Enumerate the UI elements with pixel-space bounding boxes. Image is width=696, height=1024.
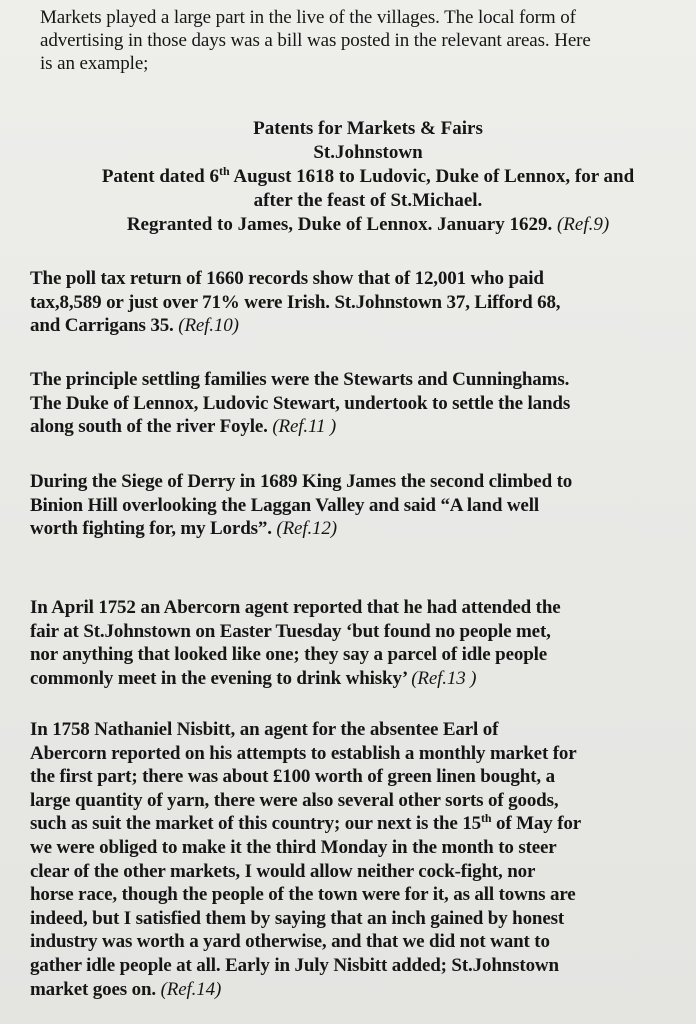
paragraph-line-text: market goes on.: [30, 978, 161, 1000]
reference-citation: (Ref.10): [178, 315, 239, 336]
paragraph-line-text: commonly meet in the evening to drink whisky’: [30, 667, 412, 689]
paragraph-line-text: such as suit the market of this country; our next is the 15: [30, 813, 482, 835]
ordinal-suffix: th: [218, 164, 230, 178]
paragraph-line: clear of the other markets, I would allow neither cock-fight, nor: [30, 860, 536, 882]
patent-heading: Patents for Markets & Fairs: [253, 118, 483, 139]
paragraph-line: the first part; there was about £100 worth of green linen bought, a: [30, 766, 555, 788]
paragraph-line: industry was worth a yard otherwise, and that we did not want to: [30, 931, 550, 953]
abercorn-agent-paragraph: [30, 596, 690, 690]
paragraph-line: we were obliged to make it the third Monday in the month to steer: [30, 836, 557, 858]
paragraph-line: large quantity of yarn, there were also several other sorts of goods,: [30, 789, 559, 811]
paragraph-line: Binion Hill overlooking the Laggan Valley and said “A land well: [30, 494, 539, 516]
patent-date-text: Patent dated 6: [101, 166, 219, 187]
reference-citation: (Ref.13 ): [411, 667, 477, 689]
nisbitt-paragraph: [30, 718, 690, 1001]
reference-citation: (Ref.12): [276, 518, 337, 539]
patent-notice: [40, 117, 696, 237]
paragraph-line: fair at St.Johnstown on Easter Tuesday ‘but found no people met,: [30, 620, 551, 642]
paragraph-line: In 1758 Nathaniel Nisbitt, an agent for the absentee Earl of: [30, 719, 499, 740]
paragraph-line: horse race, though the people of the town were for it, as all towns are: [30, 884, 576, 906]
paragraph-line: The poll tax return of 1660 records show that of 12,001 who paid: [30, 268, 544, 289]
paragraph-line-text: worth fighting for, my Lords”.: [30, 518, 277, 539]
intro-line: Markets played a large part in the live of the villages. The local form of: [40, 7, 576, 28]
paragraph-line: [30, 517, 690, 541]
intro-paragraph: [40, 6, 690, 75]
paragraph-line: gather idle people at all. Early in July Nisbitt added; St.Johnstown: [30, 954, 559, 976]
paragraph-line: indeed, but I satisfied them by saying that an inch gained by honest: [30, 907, 565, 929]
paragraph-line: [30, 978, 690, 1002]
reference-citation: (Ref.9): [556, 214, 610, 235]
paragraph-line-text: and Carrigans 35.: [30, 315, 179, 336]
poll-tax-paragraph: [30, 267, 690, 338]
patent-regrant-text: Regranted to James, Duke of Lennox. January 1629.: [126, 214, 557, 235]
patent-regrant-line: [40, 213, 696, 237]
paragraph-line: [30, 314, 690, 338]
reference-citation: (Ref.11 ): [272, 416, 337, 437]
intro-line: advertising in those days was a bill was posted in the relevant areas. Here: [40, 30, 591, 51]
reference-citation: (Ref.14): [160, 978, 222, 1000]
siege-paragraph: [30, 470, 690, 541]
intro-line: is an example;: [40, 53, 149, 74]
patent-date-text-rest: August 1618 to Ludovic, Duke of Lennox, for and: [229, 166, 635, 187]
patent-date-line: [40, 165, 696, 189]
paragraph-line: In April 1752 an Abercorn agent reported that he had attended the: [30, 597, 561, 618]
paragraph-line: The principle settling families were the Stewarts and Cunninghams.: [30, 369, 570, 390]
ordinal-suffix: th: [481, 811, 492, 826]
paragraph-line: nor anything that looked like one; they say a parcel of idle people: [30, 644, 548, 665]
paragraph-line: The Duke of Lennox, Ludovic Stewart, undertook to settle the lands: [30, 392, 571, 414]
paragraph-line: tax,8,589 or just over 71% were Irish. St.Johnstown 37, Lifford 68,: [30, 291, 561, 313]
paragraph-line: [30, 812, 690, 836]
paragraph-line-text-rest: of May for: [491, 813, 582, 835]
paragraph-line: During the Siege of Derry in 1689 King James the second climbed to: [30, 471, 573, 492]
patent-place: St.Johnstown: [313, 142, 423, 163]
paragraph-line: Abercorn reported on his attempts to establish a monthly market for: [30, 742, 577, 764]
paragraph-line: [30, 667, 690, 691]
settling-families-paragraph: [30, 368, 690, 439]
patent-feast-line: after the feast of St.Michael.: [253, 190, 483, 211]
paragraph-line-text: along south of the river Foyle.: [30, 416, 273, 437]
paragraph-line: [30, 415, 690, 439]
